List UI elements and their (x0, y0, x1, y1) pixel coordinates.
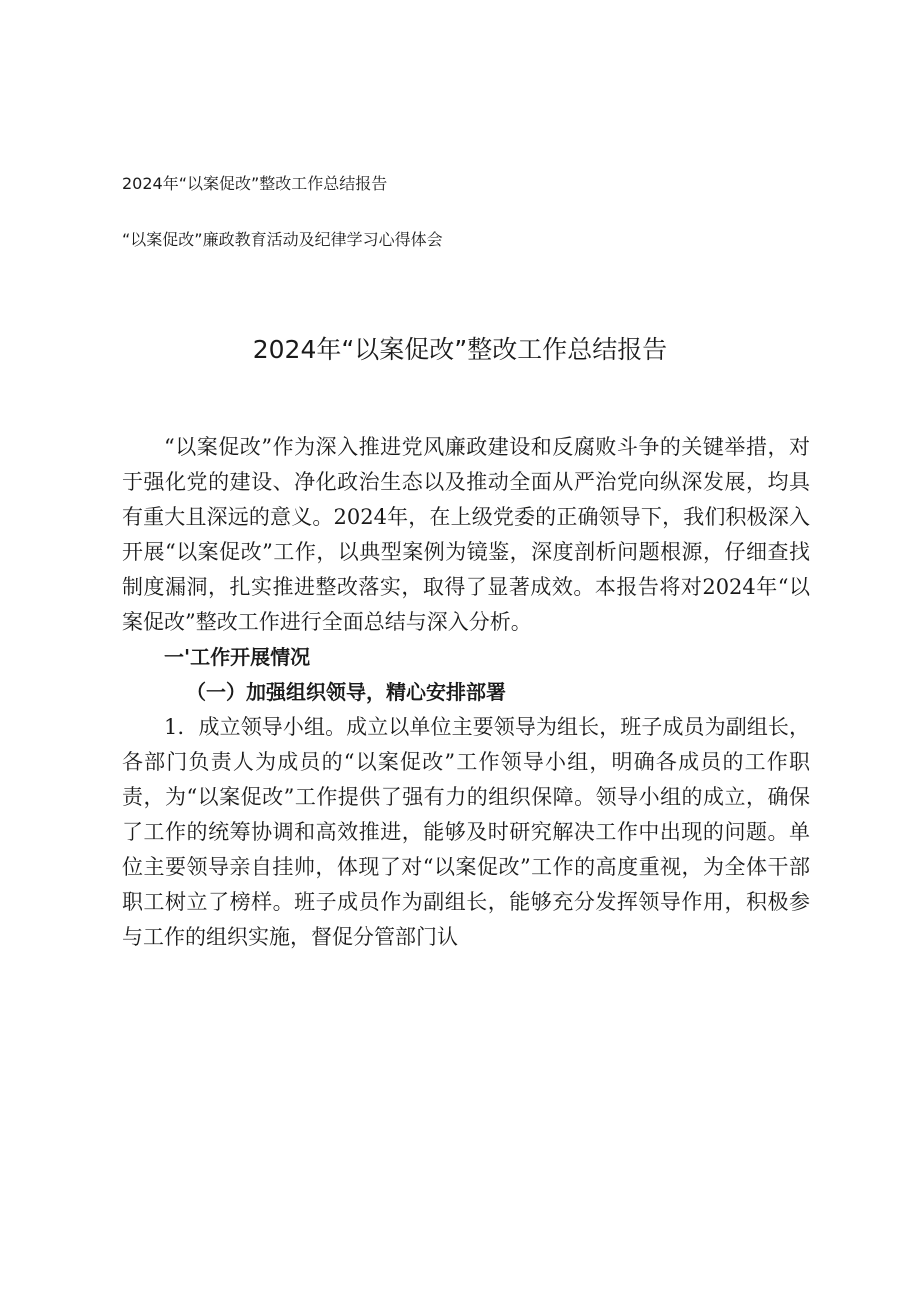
intro-paragraph: “以案促改”作为深入推进党风廉政建设和反腐败斗争的关键举措，对于强化党的建设、净化政治生态以及推动全面从严治党向纵深发展，均具有重大且深远的意义。2024年，在上级党委的正确领导下，我们积极深入开展“以案促改”工作，以典型案例为镜鉴，深度剖析问题根源，仔细查找制度漏洞，扎实推进整改落实，取得了显著成效。本报告将对2024年“以案促改”整改工作进行全面总结与深入分析。 (122, 435, 810, 634)
subsection-heading: （一）加强组织领导，精心安排部署 (186, 680, 506, 704)
toc-item-study-reflection: “以案促改”廉政教育活动及纪律学习心得体会 (122, 230, 443, 249)
table-of-contents (122, 170, 822, 254)
document-body (122, 430, 810, 955)
document-title: 2024年“以案促改”整改工作总结报告 (252, 335, 668, 364)
body-paragraph: 1．成立领导小组。成立以单位主要领导为组长，班子成员为副组长，各部门负责人为成员的“以案促改”工作领导小组，明确各成员的工作职责，为“以案促改”工作提供了强有力的组织保障。领导小组的成立，确保了工作的统筹协调和高效推进，能够及时研究解决工作中出现的问题。单位主要领导亲自挂帅，体现了对“以案促改”工作的高度重视，为全体干部职工树立了榜样。班子成员作为副组长，能够充分发挥领导作用，积极参与工作的组织实施，督促分管部门认 (122, 715, 810, 949)
section-heading: 一'工作开展情况 (164, 645, 311, 669)
toc-item-summary-report: 2024年“以案促改”整改工作总结报告 (122, 174, 388, 193)
